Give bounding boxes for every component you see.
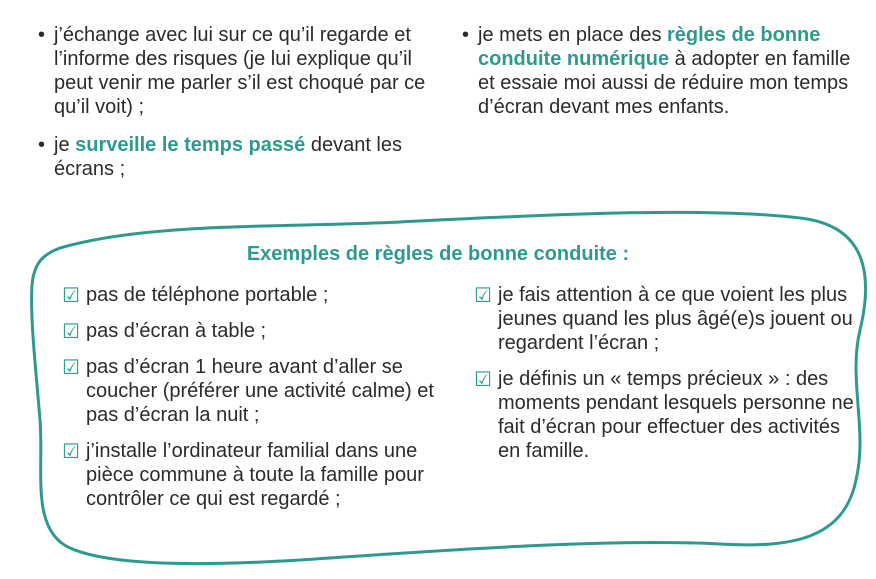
checkbox-icon: ☑ (474, 285, 492, 307)
rule-item (474, 367, 854, 463)
bullet-rules-highlight: règles de bonne conduite numérique (478, 24, 821, 70)
checkbox-icon: ☑ (474, 369, 492, 391)
rules-left-column (62, 283, 442, 523)
rule-text: je définis un « temps précieux » : des moments pendant lesquels personne ne fait d’écran pour effectuer des activités en famille. (498, 368, 854, 462)
rule-text: j’installe l’ordinateur familial dans une pièce commune à toute la famille pour contrôler ce qui est regardé ; (86, 440, 424, 510)
bullet-dot: • (38, 134, 46, 156)
rule-item (474, 283, 854, 355)
rule-text: je fais attention à ce que voient les plus jeunes quand les plus âgé(e)s jouent ou regardent l’écran ; (498, 284, 853, 354)
bullet-monitor-pre: je (54, 134, 76, 156)
checkbox-icon: ☑ (62, 285, 80, 307)
rule-item (62, 355, 442, 427)
bullet-monitor-highlight: surveille le temps passé (75, 134, 306, 156)
checkbox-icon: ☑ (62, 357, 80, 379)
bullet-rules-post: à adopter en famille et essaie moi aussi de réduire mon temps d’écran devant mes enfants. (478, 48, 851, 118)
rule-text: pas d’écran 1 heure avant d’aller se coucher (préférer une activité calme) et pas d’écran la nuit ; (86, 356, 434, 426)
bullet-dot: • (38, 24, 46, 46)
bullet-dot: • (462, 24, 470, 46)
rule-item (62, 283, 442, 307)
bullet-exchange-text: j’échange avec lui sur ce qu’il regarde et l’informe des risques (je lui explique qu’il peut venir me parler s’il est choqué par ce qu’il voit) ; (54, 24, 426, 118)
rule-text: pas de téléphone portable ; (86, 284, 329, 306)
rule-text: pas d’écran à table ; (86, 320, 267, 342)
box-title: Exemples de règles de bonne conduite : (246, 243, 630, 265)
checkbox-icon: ☑ (62, 441, 80, 463)
checkbox-icon: ☑ (62, 321, 80, 343)
rule-item (62, 319, 442, 343)
rules-right-column (474, 283, 854, 475)
bullet-rules-pre: je mets en place des (478, 24, 667, 46)
bullet-monitor-post: devant les écrans ; (54, 134, 402, 180)
rule-item (62, 439, 442, 511)
